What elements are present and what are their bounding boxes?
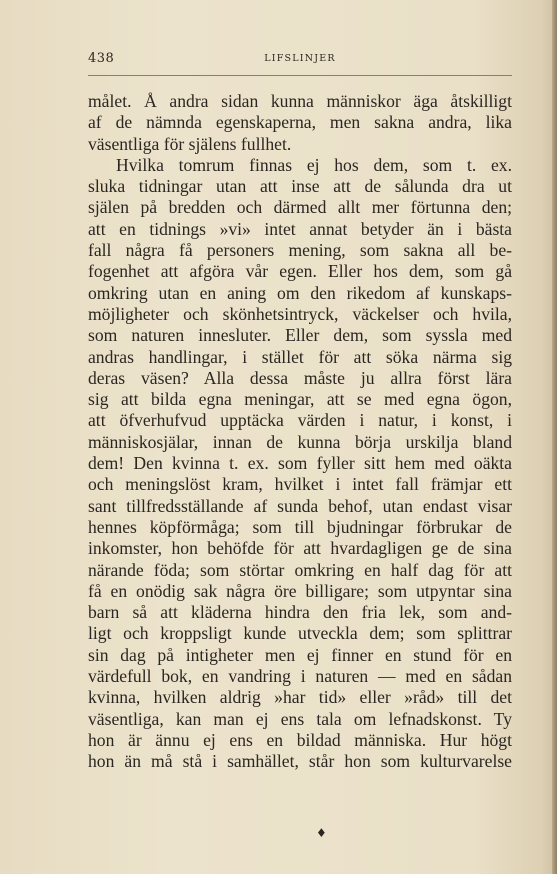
body-text: [88, 91, 512, 773]
text-line: inkomster, hon behöfde för att hvardagligen ge de sina: [88, 538, 512, 559]
text-line: att öfverhufvud upptäcka värden i natur, i konst, i: [88, 410, 512, 431]
text-line: fall några få personers mening, som sakna all be-: [88, 240, 512, 261]
text-line: kvinna, hvilken aldrig »har tid» eller »råd» till det: [88, 687, 512, 708]
text-line: väsentliga, kan man ej ens tala om lefnadskonst. Ty: [88, 708, 512, 729]
text-line: hennes köpförmåga; som till bjudningar förbrukar de: [88, 516, 512, 537]
text-line: sluka tidningar utan att inse att de sålunda dra ut: [88, 176, 512, 197]
text-line: människosjälar, innan de kunna börja urskilja bland: [88, 431, 512, 452]
text-line: närande föda; som störtar omkring en half dag för att: [88, 559, 512, 580]
text-line: väsentliga för själens fullhet.: [88, 133, 292, 154]
text-line: hon än må stå i samhället, står hon som kulturvarelse: [88, 751, 512, 772]
text-line: sin dag på intigheter men ej finner en stund för en: [88, 644, 512, 665]
text-line: fogenhet att afgöra vår egen. Eller hos dem, som gå: [88, 261, 512, 282]
text-line: få en onödig sak några öre billigare; som utpyntar sina: [88, 580, 512, 601]
text-line: omkring utan en aning om den rikedom af kunskaps-: [88, 282, 512, 303]
text-line: andras handlingar, i stället för att söka närma sig: [88, 346, 512, 367]
header-rule: [88, 75, 512, 76]
text-line: dem! Den kvinna t. ex. som fyller sitt hem med oäkta: [88, 453, 512, 474]
text-line: hon är ännu ej ens en bildad människa. Hur högt: [88, 729, 512, 750]
text-line: sant tillfredsställande af sunda behof, utan endast visar: [88, 495, 512, 516]
page-edge-shadow: [552, 0, 557, 874]
text-line: möjligheter och skönhetsintryck, väckelser och hvila,: [88, 303, 512, 324]
text-line: barn så att kläderna hindra den fria lek, som and-: [88, 602, 512, 623]
running-title: LIFSLINJER: [264, 53, 336, 64]
signature-mark: ♦: [316, 826, 327, 840]
text-line: själen på bredden och därmed allt mer förtunna den;: [88, 197, 512, 218]
page-header: [88, 51, 512, 69]
text-line: som naturen innesluter. Eller dem, som syssla med: [88, 325, 512, 346]
text-line: och meningslöst kram, hvilket i intet fall främjar ett: [88, 474, 512, 495]
text-line: deras väsen? Alla dessa måste ju allra först lära: [88, 367, 512, 388]
text-line: att en tidnings »vi» intet annat betyder än i bästa: [88, 218, 512, 239]
text-line: målet. Å andra sidan kunna människor äga åtskilligt: [88, 91, 512, 111]
text-line: värdefull bok, en vandring i naturen — med en sådan: [88, 666, 512, 687]
text-line: ligt och kroppsligt kunde utveckla dem; som splittrar: [88, 623, 512, 644]
page-number: 438: [88, 51, 115, 66]
text-line: af de nämnda egenskaperna, men sakna andra, lika: [88, 112, 512, 133]
text-line: sig att bilda egna meningar, att se med egna ögon,: [88, 389, 512, 410]
text-line: Hvilka tomrum finnas ej hos dem, som t. ex.: [116, 154, 512, 175]
